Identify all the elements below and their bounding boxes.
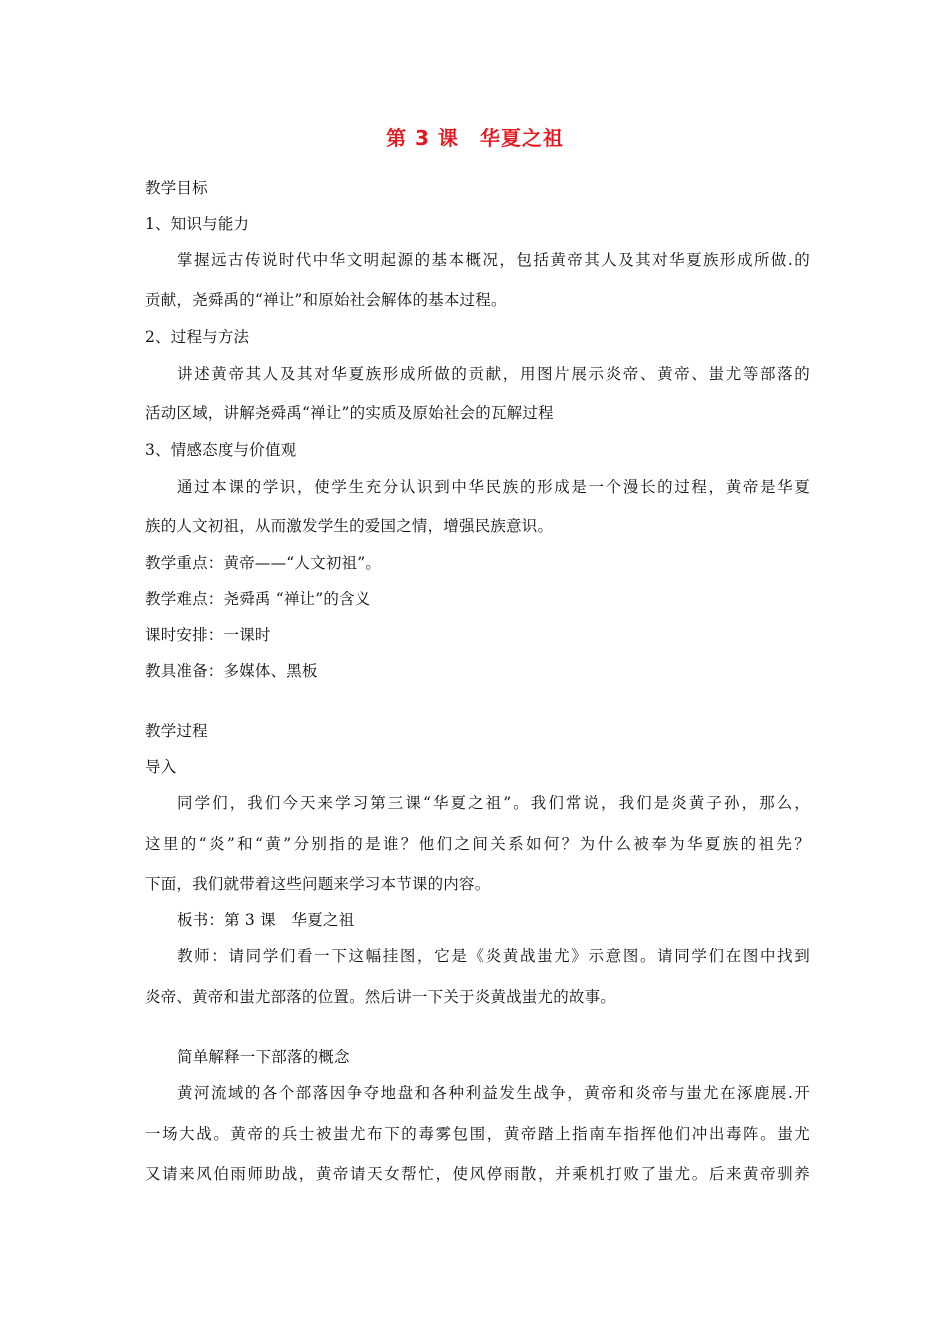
objective3-line: 族的人文初祖，从而激发学生的爱国之情，增强民族意识。 [145, 517, 554, 535]
teacher-line: 炎帝、黄帝和蚩尤部落的位置。然后讲一下关于炎黄战蚩尤的故事。 [145, 988, 617, 1006]
story-line: 一场大战。黄帝的兵士被蚩尤布下的毒雾包围，黄帝踏上指南车指挥他们冲出毒阵。蚩尤 [145, 1125, 810, 1143]
difficulty: 教学难点：尧舜禹 “禅让”的含义 [145, 590, 371, 608]
objectives-heading: 教学目标 [145, 179, 208, 197]
objective3-heading: 3、情感态度与价值观 [145, 441, 297, 459]
schedule: 课时安排：一课时 [145, 626, 271, 644]
story-line: 黄河流域的各个部落因争夺地盘和各种利益发生战争，黄帝和炎帝与蚩尤在涿鹿展.开 [177, 1084, 810, 1102]
objective2-line: 讲述黄帝其人及其对华夏族形成所做的贡献，用图片展示炎帝、黄帝、蚩尤等部落的 [177, 365, 810, 383]
objective2-heading: 2、过程与方法 [145, 328, 250, 346]
story-line: 又请来风伯雨师助战，黄帝请天女帮忙，使风停雨散，并乘机打败了蚩尤。后来黄帝驯养 [145, 1165, 810, 1183]
intro-line: 同学们，我们今天来学习第三课“华夏之祖”。我们常说，我们是炎黄子孙，那么， [177, 794, 810, 812]
board-writing: 板书：第 3 课 华夏之祖 [177, 911, 355, 929]
objective1-line: 贡献，尧舜禹的“禅让”和原始社会解体的基本过程。 [145, 291, 507, 309]
intro-line: 下面，我们就带着这些问题来学习本节课的内容。 [145, 875, 491, 893]
intro-line: 这里的“炎”和“黄”分别指的是谁？他们之间关系如何？为什么被奉为华夏族的祖先？ [145, 835, 810, 853]
process-heading: 教学过程 [145, 722, 208, 740]
key-point: 教学重点：黄帝——“人文初祖”。 [145, 554, 382, 572]
tools: 教具准备：多媒体、黑板 [145, 662, 318, 680]
intro-heading: 导入 [145, 758, 177, 776]
objective3-line: 通过本课的学识，使学生充分认识到中华民族的形成是一个漫长的过程，黄帝是华夏 [177, 478, 810, 496]
objective2-line: 活动区域，讲解尧舜禹“禅让”的实质及原始社会的瓦解过程 [145, 404, 554, 422]
tribe-heading: 简单解释一下部落的概念 [177, 1048, 350, 1066]
teacher-line: 教师：请同学们看一下这幅挂图，它是《炎黄战蚩尤》示意图。请同学们在图中找到 [177, 947, 810, 965]
objective1-heading: 1、知识与能力 [145, 215, 250, 233]
lesson-title: 第 3 课 华夏之祖 [386, 126, 564, 150]
objective1-line: 掌握远古传说时代中华文明起源的基本概况，包括黄帝其人及其对华夏族形成所做.的 [177, 251, 810, 269]
